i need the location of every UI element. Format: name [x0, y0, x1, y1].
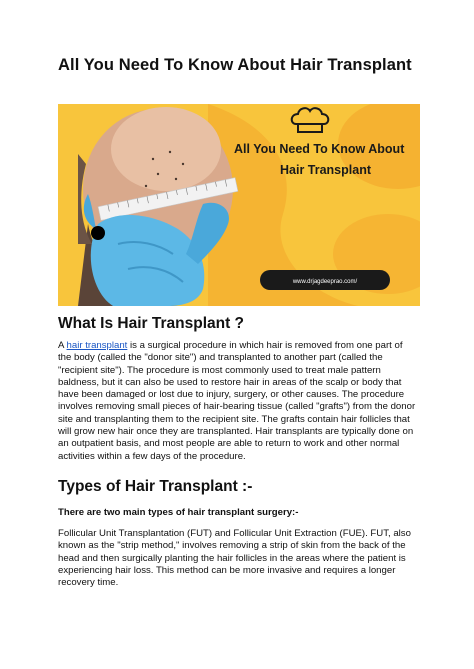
banner-website: www.drjagdeeprao.com/ [292, 279, 358, 285]
para-prefix: A [58, 340, 67, 351]
banner-heading-line2: Hair Transplant [280, 163, 371, 177]
types-paragraph: Follicular Unit Transplantation (FUT) and Follicular Unit Extraction (FUE). FUT, also known as the "strip method," involves removing a strip of skin from the back of the head and then surgically planting the hair follicles in the areas where the patient is experiencing hair loss. This method can be more invasive and requires a longer recovery time. [58, 528, 411, 589]
para-body: is a surgical procedure in which hair is removed from one part of the body (called the "donor site") and transplanted to another part (called the "recipient site"). The procedure is most commonly used to treat male pattern baldness, but it can also be used to restore hair in areas of the scalp or body that have been damaged or lost due to injury, surgery, or other causes. The procedure involves removing small pieces of hair-bearing tissue (called "grafts") from the donor site and transplanting them to the recipient site. The grafts contain hair follicles that will grow new hair once they are transplanted. Hair transplants are typically done on an outpatient basis, and most people are able to return to work and other normal activities within a few days of the procedure. [58, 340, 416, 462]
types-subheading: There are two main types of hair transplant surgery:- [58, 507, 299, 518]
banner-graphic [58, 104, 420, 306]
section-heading-what-is: What Is Hair Transplant ? [58, 315, 245, 332]
page-title: All You Need To Know About Hair Transplant [58, 56, 412, 74]
hair-transplant-link[interactable]: hair transplant [66, 340, 128, 351]
banner-image [58, 104, 420, 306]
banner-heading-line1: All You Need To Know About [234, 142, 405, 156]
section-heading-types: Types of Hair Transplant :- [58, 478, 253, 495]
section-paragraph-what-is [58, 340, 418, 463]
